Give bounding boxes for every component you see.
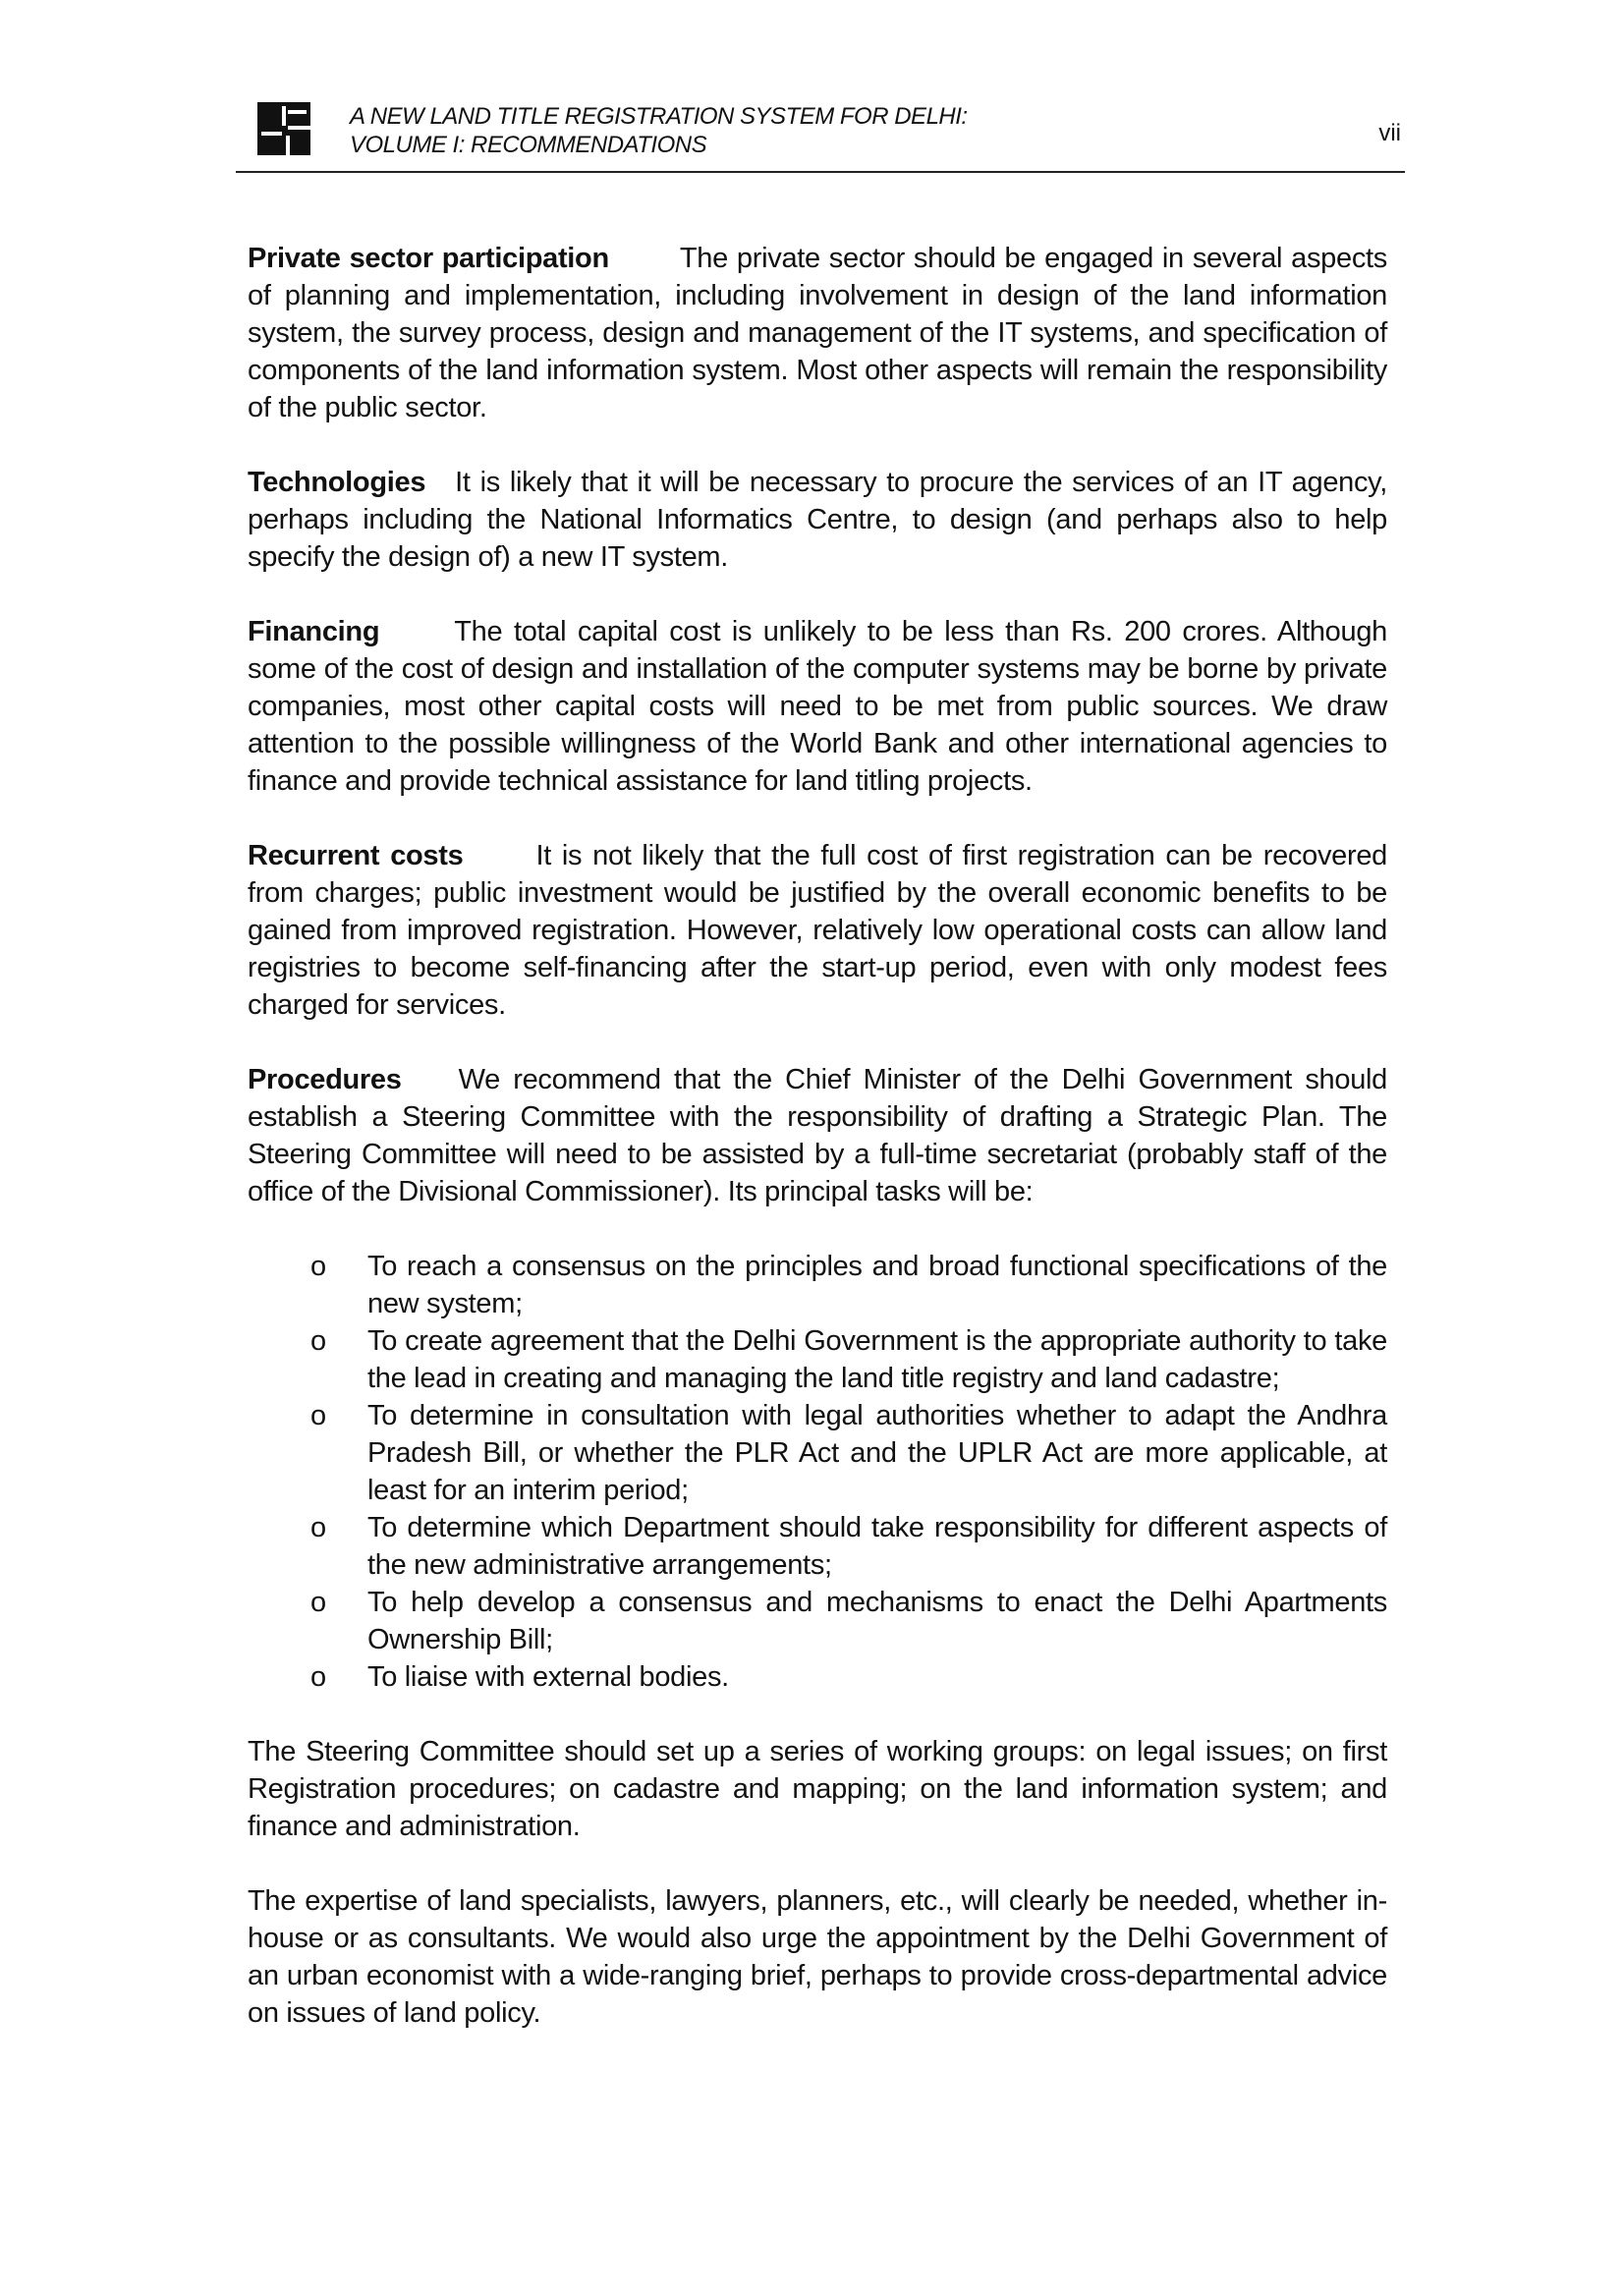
list-item bbox=[248, 1658, 1387, 1696]
header-title-line-1: A NEW LAND TITLE REGISTRATION SYSTEM FOR DELHI: bbox=[350, 103, 968, 130]
section-text: It is not likely that the full cost of first registration can be recovered from charges; public investment would be justified by the overall economic benefits to be gained from improved registration. However, relatively low operational costs can allow land registries to become self-financing after the start-up period, even with only modest fees charged for services. bbox=[248, 840, 1387, 1021]
header-title-line-2: VOLUME I: RECOMMENDATIONS bbox=[350, 132, 707, 158]
list-item-text: To help develop a consensus and mechanisms to enact the Delhi Apartments Ownership Bill; bbox=[367, 1587, 1387, 1655]
running-header-title bbox=[350, 102, 968, 159]
list-item bbox=[248, 1322, 1387, 1397]
list-item bbox=[248, 1397, 1387, 1509]
section-text: The private sector should be engaged in several aspects of planning and implementation, including involvement in design of the land information system, the survey process, design and management of the IT systems, and specification of components of the land information system. Most other aspects will remain the responsibility of the public sector. bbox=[248, 243, 1387, 423]
section-procedures bbox=[248, 1061, 1387, 1210]
list-item bbox=[248, 1584, 1387, 1658]
list-item-text: To liaise with external bodies. bbox=[367, 1661, 729, 1693]
bullet-marker: o bbox=[310, 1587, 326, 1618]
list-item bbox=[248, 1248, 1387, 1322]
section-heading: Financing bbox=[248, 616, 380, 647]
list-item-text: To reach a consensus on the principles and broad functional specifications of the new system; bbox=[367, 1251, 1387, 1319]
page-body bbox=[248, 240, 1387, 2069]
section-private-sector bbox=[248, 240, 1387, 426]
list-item bbox=[248, 1509, 1387, 1584]
section-text: It is likely that it will be necessary to procure the services of an IT agency, perhaps including the National Informatics Centre, to design (and perhaps also to help specify the design of) a new IT system. bbox=[248, 467, 1387, 573]
list-item-text: To create agreement that the Delhi Government is the appropriate authority to take the lead in creating and managing the land title registry and land cadastre; bbox=[367, 1325, 1387, 1394]
section-financing bbox=[248, 613, 1387, 800]
bullet-marker: o bbox=[310, 1251, 326, 1282]
section-text: We recommend that the Chief Minister of the Delhi Government should establish a Steering Committee with the responsibility of drafting a Strategic Plan. The Steering Committee will need to be assisted by a full-time secretariat (probably staff of the office of the Divisional Commissioner). Its principal tasks will be: bbox=[248, 1064, 1387, 1207]
paragraph-working-groups: The Steering Committee should set up a series of working groups: on legal issues; on first Registration procedures; on cadastre and mapping; on the land information system; and finance and administration. bbox=[248, 1736, 1387, 1842]
list-item-text: To determine in consultation with legal authorities whether to adapt the Andhra Pradesh Bill, or whether the PLR Act and the UPLR Act are more applicable, at least for an interim period; bbox=[367, 1400, 1387, 1506]
paragraph-expertise: The expertise of land specialists, lawyers, planners, etc., will clearly be needed, whether in-house or as consultants. We would also urge the appointment by the Delhi Government of an urban economist with a wide-ranging brief, perhaps to provide cross-departmental advice on issues of land policy. bbox=[248, 1885, 1387, 2029]
section-technologies bbox=[248, 464, 1387, 576]
list-item-text: To determine which Department should take responsibility for different aspects of the new administrative arrangements; bbox=[367, 1512, 1387, 1581]
section-recurrent-costs bbox=[248, 837, 1387, 1024]
bullet-marker: o bbox=[310, 1325, 326, 1357]
bullet-marker: o bbox=[310, 1400, 326, 1431]
section-heading: Procedures bbox=[248, 1064, 402, 1095]
page-header bbox=[236, 94, 1405, 173]
page-number: vii bbox=[1378, 120, 1401, 146]
section-heading: Private sector participation bbox=[248, 243, 609, 274]
bullet-marker: o bbox=[310, 1661, 326, 1693]
section-heading: Technologies bbox=[248, 467, 426, 498]
document-logo-icon bbox=[257, 102, 310, 155]
principal-tasks-list bbox=[248, 1248, 1387, 1696]
section-text: The total capital cost is unlikely to be less than Rs. 200 crores. Although some of the cost of design and installation of the computer systems may be borne by private companies, most other capital costs will need to be met from public sources. We draw attention to the possible willingness of the World Bank and other international agencies to finance and provide technical assistance for land titling projects. bbox=[248, 616, 1387, 797]
section-heading: Recurrent costs bbox=[248, 840, 464, 871]
bullet-marker: o bbox=[310, 1512, 326, 1543]
